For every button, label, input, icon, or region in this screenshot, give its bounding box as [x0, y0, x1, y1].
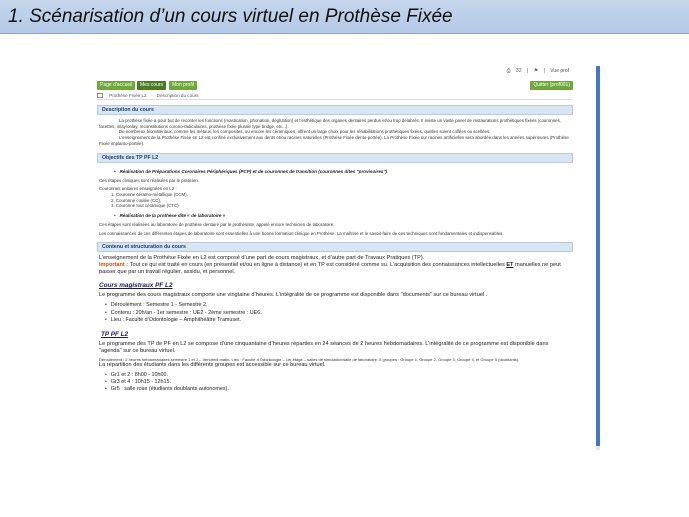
scroll-thumb[interactable]	[596, 66, 600, 446]
lectures-list	[105, 302, 571, 324]
lectures-text: Le programme des cours magistraux comporte une vingtaine d’heures. L’intégralité de ce programme est disponible dans "documents" sur ce bureau virtuel .	[99, 292, 488, 299]
list-item: • Déroulement : Semestre 1 - Semestre 2.	[105, 302, 571, 309]
list-item: 2. Couronne coulée (CC),	[111, 197, 162, 203]
notification-count: 32	[516, 68, 522, 74]
crumb-course[interactable]: Prothèse Fixée L2	[109, 93, 147, 98]
description-p3: L’enseignement de la Prothèse Fixée en L2 est confiné exclusivement aux dents et/ou racines naturelles (Prothèse Fixée dento-portée). La Prothèse Fixée sur racines artificielles sera abordée dans les années supérieures (Prothèse Fixée implanto-portée).	[99, 135, 569, 146]
nav-my-courses[interactable]: Mes cours	[137, 81, 166, 90]
important-note	[99, 262, 571, 276]
list-item: • Gr3 et 4 : 10h15 - 12h15.	[105, 379, 571, 386]
section-description-heading: Description du cours	[97, 105, 573, 115]
tp-note: Déroulement : 2 heures hebdomadaires semestre 1 et 2 – Vendredi matin. Lieu : Faculté d’Odontologie – 1er étage – salles de simulation/salle de laboratoire. 5 groupes : Groupe 1, Groupe 2, Groupe 3, Groupe 4, et Groupe 5 (doublants).	[99, 356, 520, 362]
important-text: Tout ce qui est traité en cours (en présentiel et/ou en ligne à distance) et en TP est considéré comme su. L’acquisition des connaissances intellectuelles	[128, 262, 507, 269]
slide-title: 1. Scénarisation d’un cours virtuel en Prothèse Fixée	[8, 6, 453, 27]
section-objectives-heading: Objectifs des TP PF L2	[97, 153, 573, 163]
tp-text: Le programme des TP de PF en L2 se compose d’une cinquantaine d’heures réparties en 24 séances de 2 heures hebdomadaires. L’intégralité de ce programme est disponible dans "agenda" sur ce bureau virtuel.	[99, 340, 549, 354]
user-toolbar	[503, 68, 569, 74]
crumb-separator: ›	[150, 93, 153, 98]
browser-screenshot	[95, 64, 599, 452]
separator: |	[543, 68, 545, 74]
objective-2-knowledge: Les connaissances de ces différentes étapes de laboratoire sont essentielles à une bonne formation clinique en Prothèse. La maîtrise et le savoir-faire de ces techniques sont fondamentales et indispensables.	[99, 230, 504, 236]
quit-button[interactable]: Quitter (prof001)	[530, 81, 573, 90]
vertical-scrollbar[interactable]	[596, 66, 600, 450]
list-item: • Gr1 et 2 : 8h00 - 10h00.	[105, 372, 571, 379]
tp-groups-list	[105, 372, 571, 394]
breadcrumb	[97, 92, 573, 100]
tp-title: TP PF L2	[101, 330, 129, 338]
content-intro: L’enseignement de la Prothèse Fixée en L2 est composé d’une part de cours magistraux, et d’autre part de Travaux Pratiques (TP).	[99, 255, 425, 262]
description-body	[97, 115, 573, 153]
nav-home[interactable]: Page d'accueil	[97, 81, 135, 90]
tp-distribution: La répartition des étudiants dans les différents groupes est accessible sur ce bureau virtuel.	[99, 361, 326, 368]
flag-icon[interactable]: ⚑	[533, 68, 539, 74]
objective-2: • Réalisation de la prothèse dite « de laboratoire »	[114, 213, 571, 219]
slide-title-bar	[0, 0, 689, 34]
list-item: 3. Couronne tout céramique (CTC)	[111, 203, 179, 209]
lectures-title: Cours magistraux PF L2	[99, 282, 173, 290]
content-body	[97, 252, 573, 393]
list-item: • Lieu : Faculté d’Odontologie – Amphithéâtre Tramuset.	[105, 317, 571, 324]
objective-1-text: Ces étapes cliniques sont réalisées par le praticien.	[99, 177, 200, 183]
list-item: • Contenu : 20h/an - 1er semestre : UE2 - 2ème semestre : UE6.	[105, 310, 571, 317]
main-nav	[97, 81, 573, 90]
list-item: • Gr5 : salle rose (étudiants doublants autonomes).	[105, 386, 571, 393]
important-et: ET	[506, 262, 514, 269]
home-icon[interactable]	[97, 93, 103, 98]
view-prof-link[interactable]: Vue prof	[550, 68, 569, 74]
important-tail: manuelles ne peut passer que par un travail régulier, assidu, et personnel.	[99, 262, 561, 276]
print-icon[interactable]: ⎙	[506, 68, 511, 74]
objectives-body	[97, 163, 573, 243]
objective-2-text: Ces étapes sont réalisées au laboratoire de prothèse dentaire par le prothésiste, appelé encore technicien de laboratoire.	[99, 222, 335, 228]
separator: |	[527, 68, 529, 74]
description-p1: La prothèse fixée a pour but de reconter les fonctions (mastication, phonation, déglutition) et l’esthétique des organes dentaires perdus et/ou trop délabrés. Il existe un vaste panel de restaurations prothétiques fixées (couronnes, facettes, inlay/onlay, reconstitutions corono-radiculaires, prothèse fixée plurale type bridge, etc...).	[99, 118, 562, 129]
section-content-heading: Contenu et structuration du cours	[97, 242, 573, 252]
list-item: 1. Couronne céramo-métallique (CCM),	[111, 191, 188, 197]
crumb-description: Description du cours	[156, 93, 199, 98]
course-content	[97, 105, 573, 394]
important-label: Important :	[99, 262, 129, 269]
nav-my-profile[interactable]: Mon profil	[169, 81, 197, 90]
objective-1: • Réalisation de Préparations Coronaires Périphériques (PCP) et de couronnes de transition (couronnes dites "provisoires")	[114, 169, 571, 175]
crowns-intro: Couronnes unitaires enseignées en L2 :	[99, 186, 177, 192]
crowns-list	[111, 192, 571, 209]
description-p2: De nombreux biomatériaux, comme les métaux, les composites, ou encore les céramiques, offrent un large choix pour les réhabilitations prothétiques fixées, quelles soient collées ou scellées.	[119, 129, 491, 135]
